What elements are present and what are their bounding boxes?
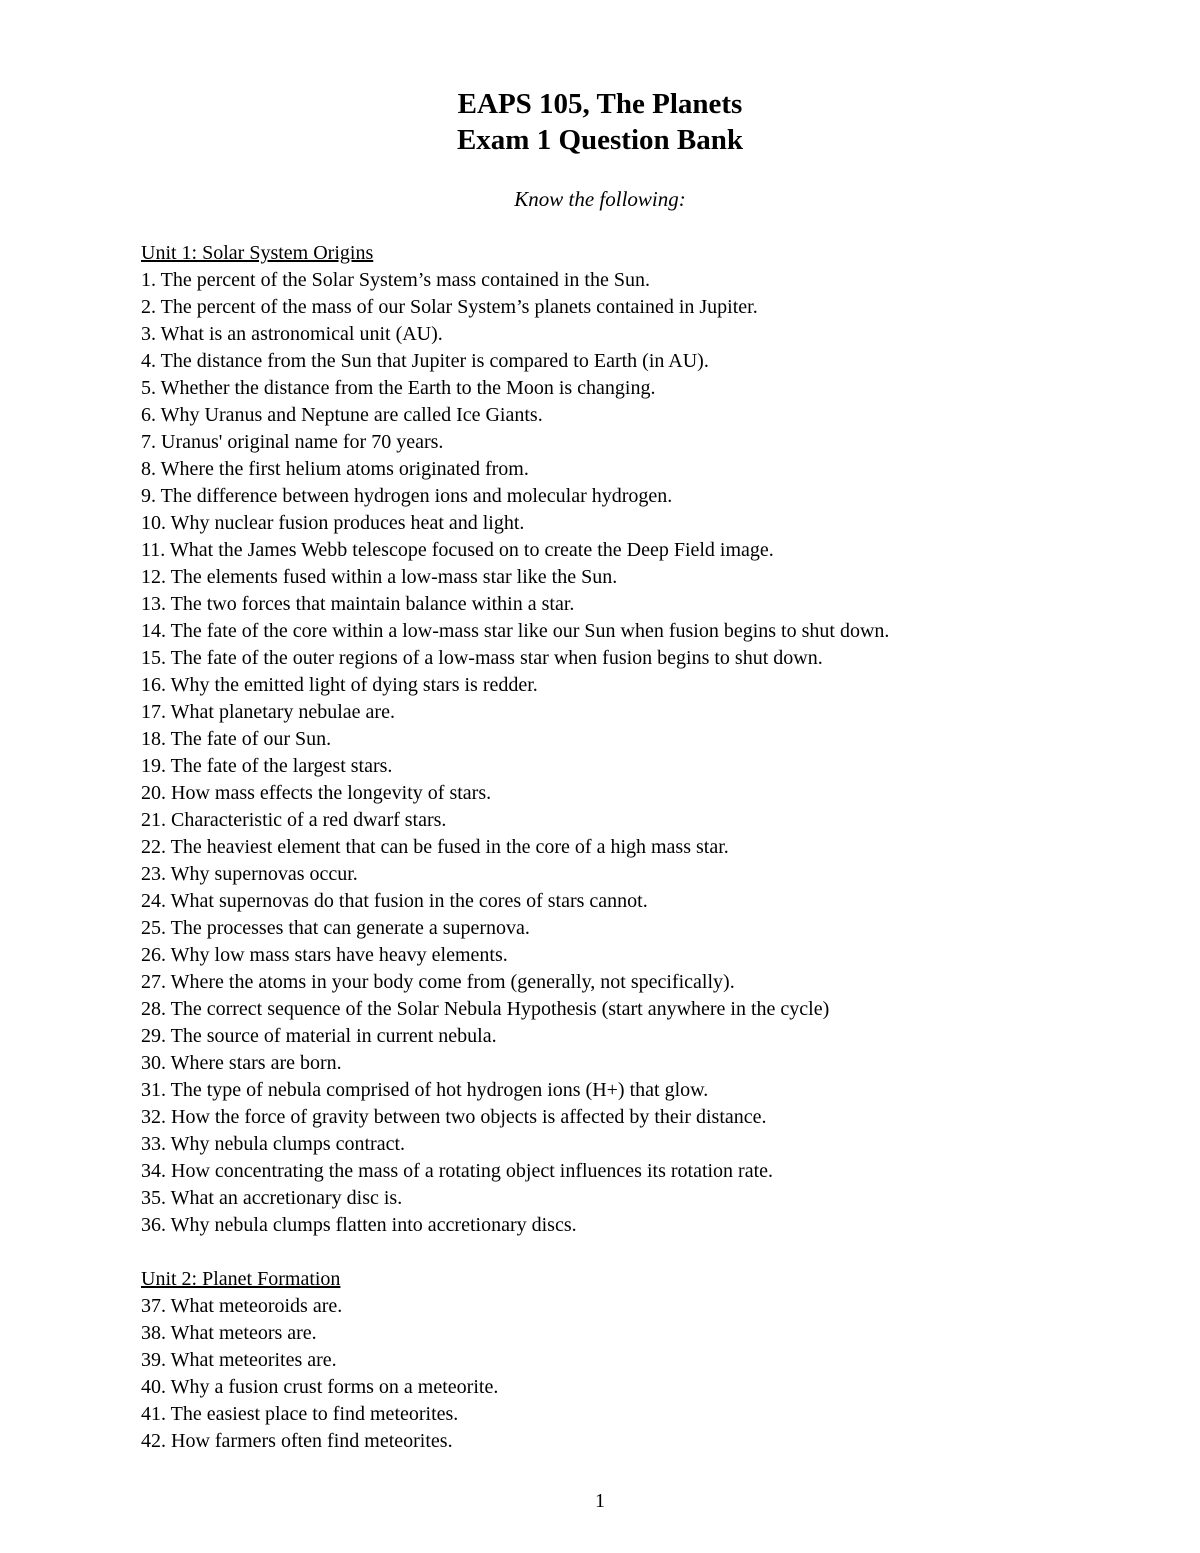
title-block [0, 86, 1200, 158]
list-item: 9. The difference between hydrogen ions and molecular hydrogen. [141, 485, 673, 507]
list-item: 26. Why low mass stars have heavy elements. [141, 944, 508, 966]
list-item: 37. What meteoroids are. [141, 1295, 343, 1317]
list-item: 13. The two forces that maintain balance within a star. [141, 593, 575, 615]
list-item: 12. The elements fused within a low-mass star like the Sun. [141, 566, 618, 588]
list-item: 24. What supernovas do that fusion in the cores of stars cannot. [141, 890, 648, 912]
list-item: 31. The type of nebula comprised of hot hydrogen ions (H+) that glow. [141, 1079, 709, 1101]
list-item: 36. Why nebula clumps flatten into accretionary discs. [141, 1214, 577, 1236]
list-item: 10. Why nuclear fusion produces heat and light. [141, 512, 525, 534]
list-item: 27. Where the atoms in your body come from (generally, not specifically). [141, 971, 735, 993]
question-list [141, 240, 1141, 1455]
list-item: 29. The source of material in current nebula. [141, 1025, 497, 1047]
list-item: 18. The fate of our Sun. [141, 728, 332, 750]
list-item: 8. Where the first helium atoms originated from. [141, 458, 529, 480]
unit1-heading: Unit 1: Solar System Origins [141, 242, 374, 264]
list-item: 32. How the force of gravity between two objects is affected by their distance. [141, 1106, 767, 1128]
list-item: 25. The processes that can generate a supernova. [141, 917, 530, 939]
list-item: 1. The percent of the Solar System’s mass contained in the Sun. [141, 269, 650, 291]
unit2-heading: Unit 2: Planet Formation [141, 1268, 341, 1290]
list-item: 3. What is an astronomical unit (AU). [141, 323, 443, 345]
list-item: 41. The easiest place to find meteorites. [141, 1403, 459, 1425]
list-item: 16. Why the emitted light of dying stars is redder. [141, 674, 538, 696]
list-item: 42. How farmers often find meteorites. [141, 1430, 453, 1452]
exam-title: Exam 1 Question Bank [456, 124, 744, 156]
list-item: 7. Uranus' original name for 70 years. [141, 431, 444, 453]
list-item: 39. What meteorites are. [141, 1349, 337, 1371]
list-item: 2. The percent of the mass of our Solar System’s planets contained in Jupiter. [141, 296, 758, 318]
list-item: 23. Why supernovas occur. [141, 863, 358, 885]
list-item: 19. The fate of the largest stars. [141, 755, 393, 777]
list-item: 5. Whether the distance from the Earth to the Moon is changing. [141, 377, 656, 399]
list-item: 14. The fate of the core within a low-mass star like our Sun when fusion begins to shut down. [141, 620, 890, 642]
list-item: 17. What planetary nebulae are. [141, 701, 395, 723]
list-item: 33. Why nebula clumps contract. [141, 1133, 406, 1155]
unit1-items [141, 267, 1141, 1239]
list-item: 4. The distance from the Sun that Jupiter is compared to Earth (in AU). [141, 350, 709, 372]
list-item: 30. Where stars are born. [141, 1052, 342, 1074]
instructions: Know the following: [514, 187, 686, 211]
list-item: 40. Why a fusion crust forms on a meteorite. [141, 1376, 499, 1398]
course-title: EAPS 105, The Planets [457, 88, 743, 120]
page-number: 1 [595, 1490, 605, 1512]
list-item: 38. What meteors are. [141, 1322, 317, 1344]
list-item: 35. What an accretionary disc is. [141, 1187, 403, 1209]
list-item: 6. Why Uranus and Neptune are called Ice Giants. [141, 404, 543, 426]
section-spacer [141, 1239, 1141, 1266]
list-item: 22. The heaviest element that can be fused in the core of a high mass star. [141, 836, 729, 858]
list-item: 20. How mass effects the longevity of stars. [141, 782, 492, 804]
list-item: 11. What the James Webb telescope focused on to create the Deep Field image. [141, 539, 774, 561]
unit2-items [141, 1293, 1141, 1455]
list-item: 15. The fate of the outer regions of a low-mass star when fusion begins to shut down. [141, 647, 823, 669]
list-item: 34. How concentrating the mass of a rotating object influences its rotation rate. [141, 1160, 774, 1182]
list-item: 28. The correct sequence of the Solar Nebula Hypothesis (start anywhere in the cycle) [141, 998, 830, 1020]
list-item: 21. Characteristic of a red dwarf stars. [141, 809, 447, 831]
